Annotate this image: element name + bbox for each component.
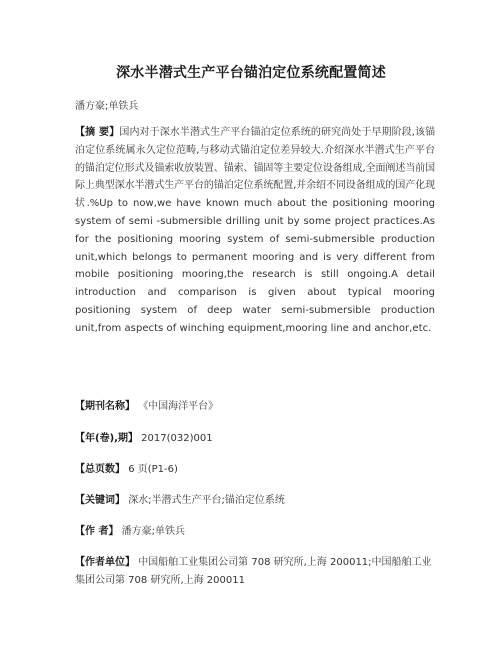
year-label: 【年(卷),期】: [75, 433, 138, 444]
pages-value: 6 页(P1-6): [128, 464, 178, 475]
journal-label: 【期刊名称】: [75, 401, 135, 412]
author-value: 潘方豪;单铁兵: [121, 526, 186, 537]
pages-label: 【总页数】: [75, 464, 125, 475]
year-value: 2017(032)001: [141, 433, 213, 444]
pages-field: [75, 461, 435, 479]
document-title: 深水半潜式生产平台锚泊定位系统配置简述: [116, 65, 386, 81]
keywords-value: 深水;半潜式生产平台;锚泊定位系统: [128, 495, 285, 506]
author-field: [75, 523, 435, 541]
affiliation-value: 中国船舶工业集团公司第 708 研究所,上海 200011;中国船舶工业集团公司第 708 研究所,上海 200011: [75, 557, 432, 586]
author-label: 【作 者】: [75, 526, 119, 537]
abstract-label: 【摘 要】: [75, 127, 120, 138]
author-line: 潘方豪;单铁兵: [75, 101, 139, 112]
year-field: [75, 430, 435, 448]
abstract-block: [75, 124, 435, 338]
keywords-field: [75, 492, 435, 510]
journal-field: [75, 398, 435, 416]
affiliation-field: [75, 554, 435, 590]
abstract-chinese: 国内对于深水半潜式生产平台锚泊定位系统的研究尚处于早期阶段,该锚泊定位系统属永久定位范畴,与移动式锚泊定位差异较大.介绍深水半潜式生产平台的锚泊定位形式及锚索收放装置、锚索、锚固等主要定位设备组成,全面阐述当前国际上典型深水半潜式生产平台的锚泊定位系统配置,并余绍不同设备组成的国产化现状.: [75, 127, 435, 210]
keywords-label: 【关键词】: [75, 495, 125, 506]
abstract-english: %Up to now,we have known much about the positioning mooring system of semi -submersible drilling unit by some project practices.As for the positioning mooring system of semi-submersible production unit,which belongs to permanent mooring and is very different from mobile positioning mooring,the research is still ongoing.A detail introduction and comparison is given about typical mooring positioning system of deep water semi-submersible production unit,from aspects of winching equipment,mooring line and anchor,etc.: [75, 198, 436, 334]
journal-value: 《中国海洋平台》: [138, 401, 219, 412]
affiliation-label: 【作者单位】: [75, 557, 135, 568]
